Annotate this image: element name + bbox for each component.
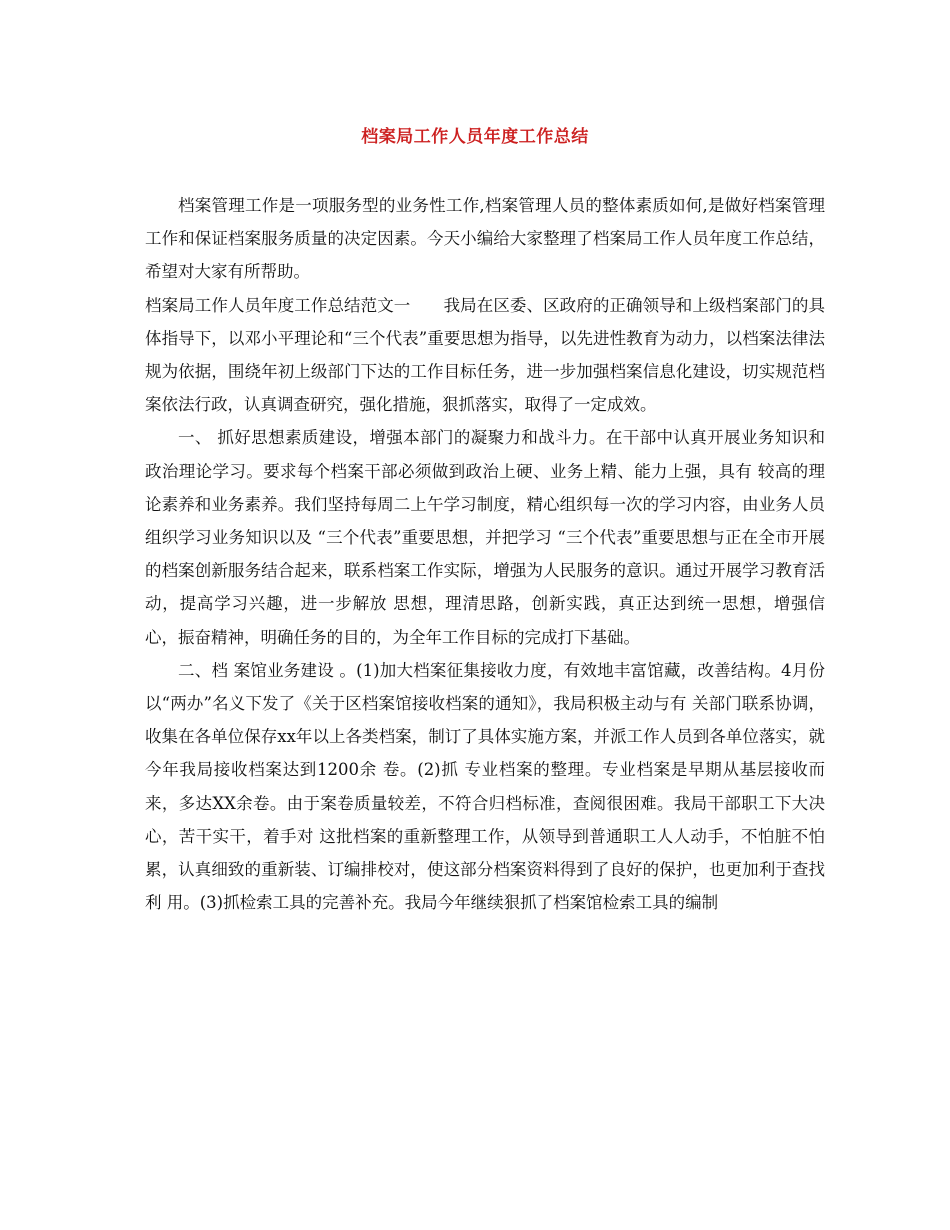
paragraph-intro: 档案管理工作是一项服务型的业务性工作,档案管理人员的整体素质如何,是做好档案管理工作和保证档案服务质量的决定因素。今天小编给大家整理了档案局工作人员年度工作总结，希望对大家有所帮助。 — [145, 196, 825, 282]
paragraph-sample-one: 档案局工作人员年度工作总结范文一 我局在区委、区政府的正确领导和上级档案部门的具体指导下，以邓小平理论和“三个代表”重要思想为指导，以先进性教育为动力，以档案法律法规为依据，围绕年初上级部门下达的工作目标任务，进一步加强档案信息化建设，切实规范档案依法行政，认真调查研究，强化措施，狠抓落实，取得了一定成效。 — [145, 295, 825, 415]
paragraph-section-one: 一、 抓好思想素质建设，增强本部门的凝聚力和战斗力。在干部中认真开展业务知识和政治理论学习。要求每个档案干部必须做到政治上硬、业务上精、能力上强，具有 较高的理论素养和业务素养。我们坚持每周二上午学习制度，精心组织每一次的学习内容，由业务人员组织学习业务知识以及 “三个代表”重要思想，并把学习 “三个代表”重要思想与正在全市开展的档案创新服务结合起来，联系档案工作实际，增强为人民服务的意识。通过开展学习教育活动，提高学习兴趣，进一步解放 思想，理清思路，创新实践，真正达到统一思想，增强信心，振奋精神，明确任务的目的，为全年工作目标的完成打下基础。 — [145, 428, 825, 647]
document-body — [145, 189, 825, 919]
document-title: 档案局工作人员年度工作总结 — [361, 127, 589, 147]
paragraph-section-two: 二、档 案馆业务建设 。(1)加大档案征集接收力度，有效地丰富馆藏，改善结构。4月份以“两办”名义下发了《关于区档案馆接收档案的通知》，我局积极主动与有 关部门联系协调，收集在各单位保存xx年以上各类档案，制订了具体实施方案，并派工作人员到各单位落实，就今年我局接收档案达到1200余 卷。(2)抓 专业档案的整理。专业档案是早期从基层接收而来，多达XX余卷。由于案卷质量较差，不符合归档标准，查阅很困难。我局干部职工下大决心，苦干实干，着手对 这批档案的重新整理工作，从领导到普通职工人人动手，不怕脏不怕累，认真细致的重新装、订编排校对，使这部分档案资料得到了良好的保护，也更加利于查找利 用。(3)抓检索工具的完善补充。我局今年继续狠抓了档案馆检索工具的编制 — [145, 660, 825, 913]
